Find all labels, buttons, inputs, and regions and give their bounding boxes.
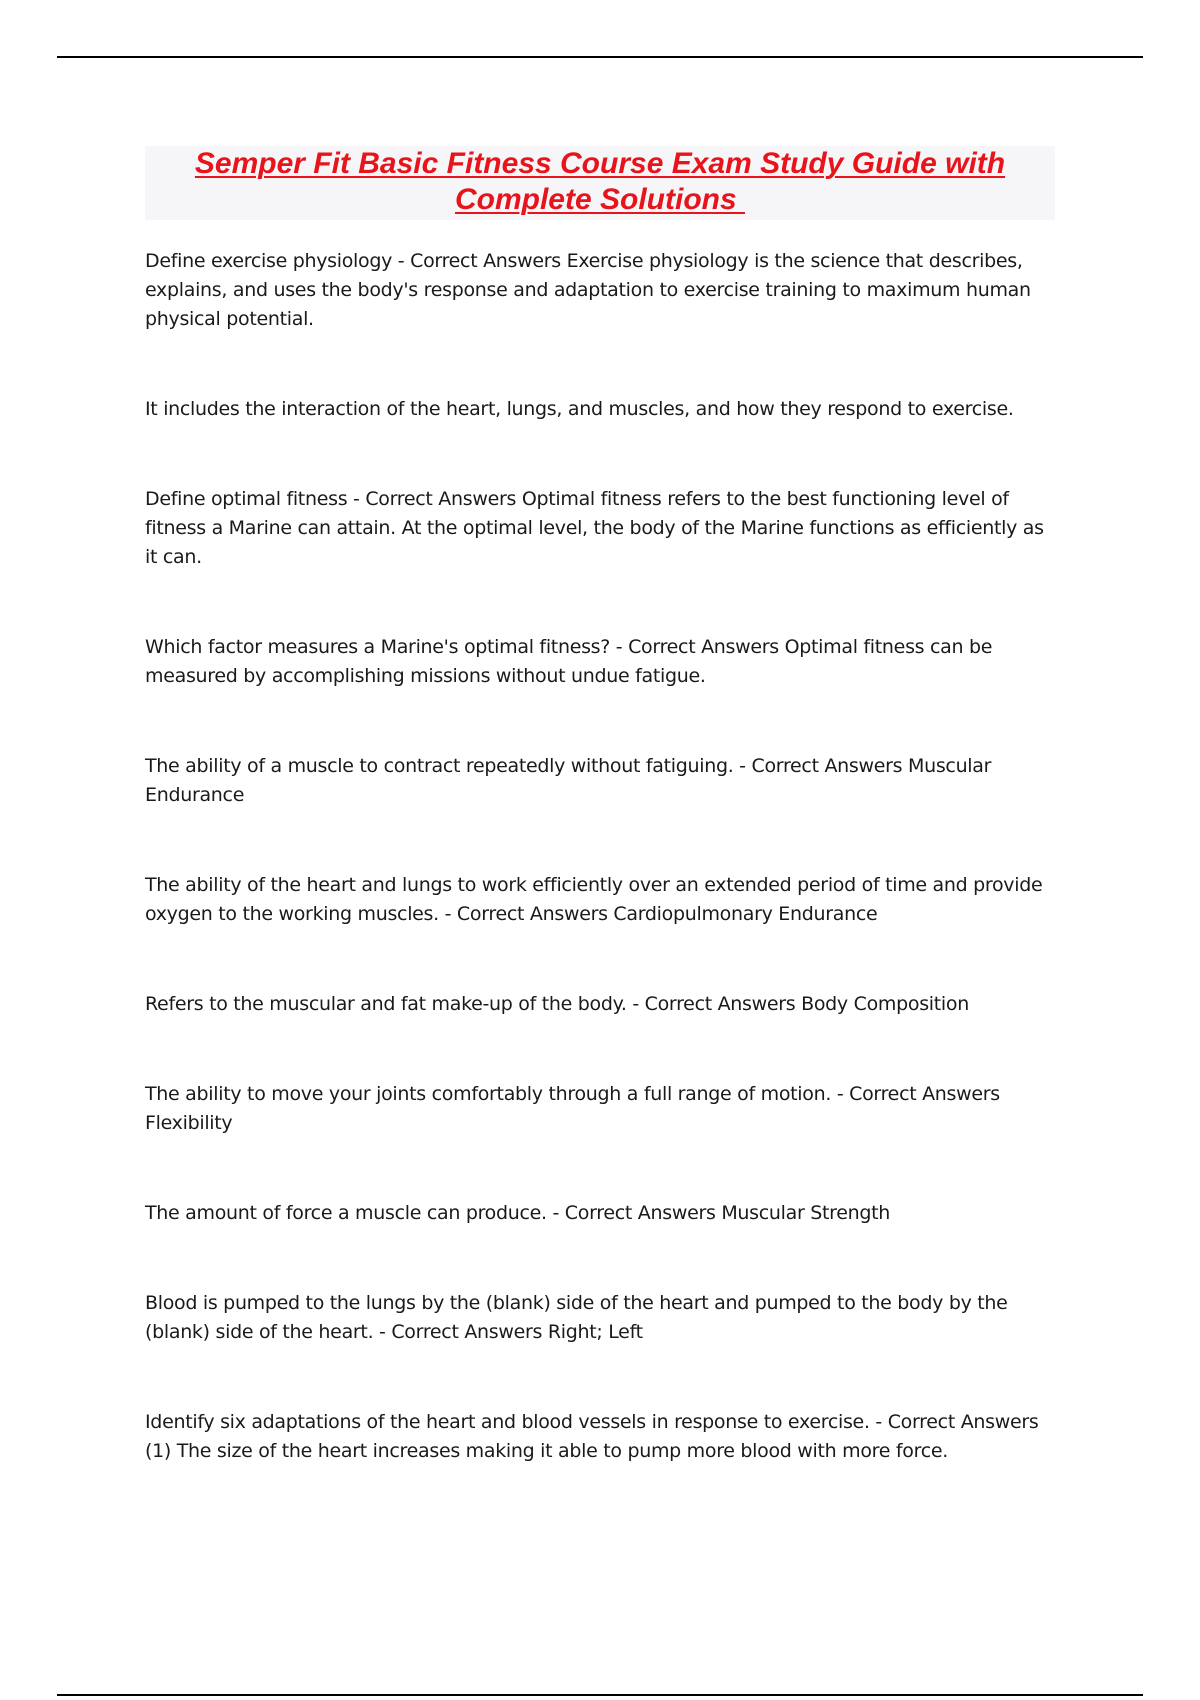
qa-paragraph: The ability of the heart and lungs to work efficiently over an extended period of time and provide oxygen to the working muscles. - Correct Answers Cardiopulmonary Endurance (145, 874, 1043, 925)
header-rule (57, 56, 1143, 58)
qa-paragraph: The ability to move your joints comfortably through a full range of motion. - Correct Answers Flexibility (145, 1083, 1000, 1134)
qa-paragraph: Which factor measures a Marine's optimal fitness? - Correct Answers Optimal fitness can be measured by accomplishing missions without undue fatigue. (145, 636, 993, 687)
document-title-line-1: Semper Fit Basic Fitness Course Exam Study Guide with (194, 147, 1006, 180)
qa-paragraph: Define exercise physiology - Correct Answers Exercise physiology is the science that describes, explains, and uses the body's response and adaptation to exercise training to maximum human physical potential. (145, 250, 1031, 330)
document-body (145, 247, 1055, 1466)
qa-paragraph: It includes the interaction of the heart, lungs, and muscles, and how they respond to exercise. (145, 398, 1014, 420)
qa-paragraph: Identify six adaptations of the heart and blood vessels in response to exercise. - Correct Answers (1) The size of the heart increases making it able to pump more blood with more force. (145, 1411, 1039, 1462)
document-title-line-2: Complete Solutions (454, 183, 745, 216)
qa-paragraph: The ability of a muscle to contract repeatedly without fatiguing. - Correct Answers Muscular Endurance (145, 755, 992, 806)
qa-paragraph: Blood is pumped to the lungs by the (blank) side of the heart and pumped to the body by the (blank) side of the heart. - Correct Answers Right; Left (145, 1292, 1008, 1343)
qa-paragraph: The amount of force a muscle can produce. - Correct Answers Muscular Strength (145, 1202, 891, 1224)
title-banner (145, 146, 1055, 220)
footer-rule (57, 1694, 1143, 1696)
qa-paragraph: Refers to the muscular and fat make-up of the body. - Correct Answers Body Composition (145, 993, 969, 1015)
qa-paragraph: Define optimal fitness - Correct Answers Optimal fitness refers to the best functioning level of fitness a Marine can attain. At the optimal level, the body of the Marine functions as efficiently as it can. (145, 488, 1044, 568)
